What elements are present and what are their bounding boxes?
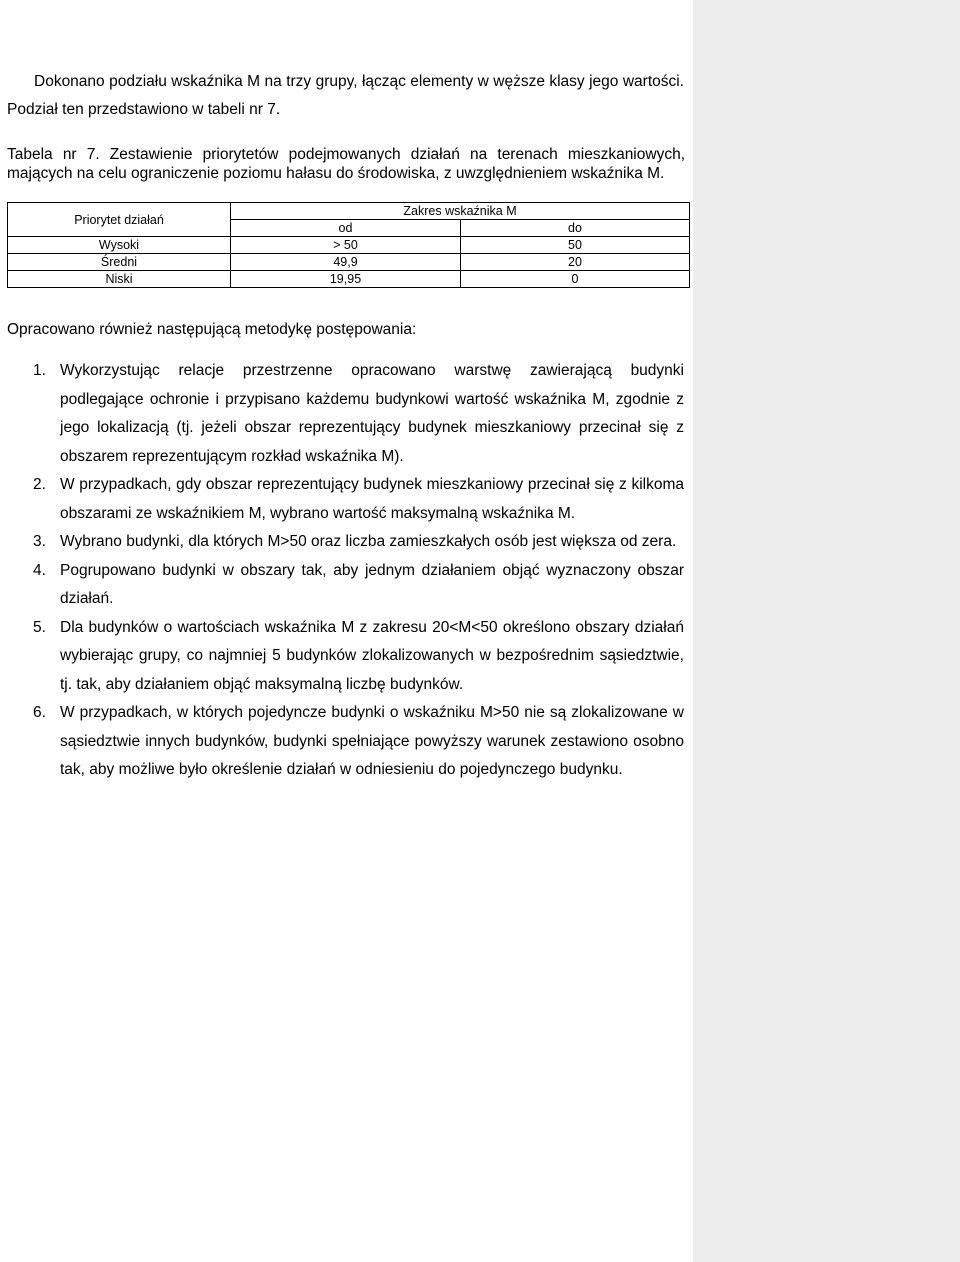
row-from: > 50 — [231, 237, 461, 254]
comment-margin-pane — [693, 0, 960, 1262]
step-number: 6. — [33, 704, 46, 721]
step-text: Wykorzystując relacje przestrzenne opracowano warstwę zawierającą budynki podlegające ochronie i przypisano każdemu budynkowi wartość wskaźnika M, zgodnie z jego lokalizacją (tj. jeżeli obszar reprezentujący budynek mieszkaniowy przecinał się z obszarem reprezentującym rozkład wskaźnika M). — [60, 362, 684, 465]
methodology-intro: Opracowano również następującą metodykę postępowania: — [7, 321, 417, 338]
step-number: 5. — [33, 618, 46, 636]
step-number: 4. — [33, 561, 46, 579]
row-to: 20 — [461, 254, 690, 271]
intro-paragraph: Dokonano podziału wskaźnika M na trzy grupy, łącząc elementy w węższe klasy jego wartości. Podział ten przedstawiono w tabeli nr 7. — [7, 73, 684, 118]
table-caption: Tabela nr 7. Zestawienie priorytetów podejmowanych działań na terenach mieszkaniowych, mających na celu ograniczenie poziomu hałasu do środowiska, z uwzględnieniem wskaźnika M. — [7, 146, 685, 182]
row-priority: Niski — [8, 271, 231, 288]
header-to: do — [461, 220, 690, 237]
step-text: W przypadkach, w których pojedyncze budynki o wskaźniku M>50 nie są zlokalizowane w sąsiedztwie innych budynków, budynki spełniające powyższy warunek zestawiono osobno tak, aby możliwe było określenie działań w odniesieniu do pojedynczego budynku. — [60, 704, 684, 778]
step-text: Wybrano budynki, dla których M>50 oraz liczba zamieszkałych osób jest większa od zera. — [60, 533, 677, 550]
step-number: 3. — [33, 533, 46, 550]
priority-table — [7, 202, 690, 288]
step-text: W przypadkach, gdy obszar reprezentujący budynek mieszkaniowy przecinał się z kilkoma obszarami ze wskaźnikiem M, wybrano wartość maksymalną wskaźnika M. — [60, 476, 684, 522]
step-text: Dla budynków o wartościach wskaźnika M z zakresu 20<M<50 określono obszary działań wybierając grupy, co najmniej 5 budynków zlokalizowanych w bezpośrednim sąsiedztwie, tj. tak, aby działaniem objąć maksymalną liczbę budynków. — [60, 618, 684, 693]
list-item — [7, 528, 684, 557]
list-item — [7, 614, 684, 700]
table-row — [8, 237, 690, 254]
header-range: Zakres wskaźnika M — [231, 203, 690, 220]
row-from: 19,95 — [231, 271, 461, 288]
row-priority: Średni — [8, 254, 231, 271]
row-to: 50 — [461, 237, 690, 254]
list-item — [7, 357, 684, 471]
header-priority: Priorytet działań — [8, 203, 231, 237]
header-from: od — [231, 220, 461, 237]
step-number: 1. — [33, 362, 46, 379]
table-row — [8, 271, 690, 288]
methodology-steps — [7, 357, 684, 785]
list-item — [7, 699, 684, 785]
row-to: 0 — [461, 271, 690, 288]
row-from: 49,9 — [231, 254, 461, 271]
table-row — [8, 254, 690, 271]
step-number: 2. — [33, 476, 46, 493]
list-item — [7, 557, 684, 614]
table-header-row — [8, 203, 690, 220]
list-item — [7, 471, 684, 528]
step-text: Pogrupowano budynki w obszary tak, aby jednym działaniem objąć wyznaczony obszar działań. — [60, 561, 684, 607]
row-priority: Wysoki — [8, 237, 231, 254]
